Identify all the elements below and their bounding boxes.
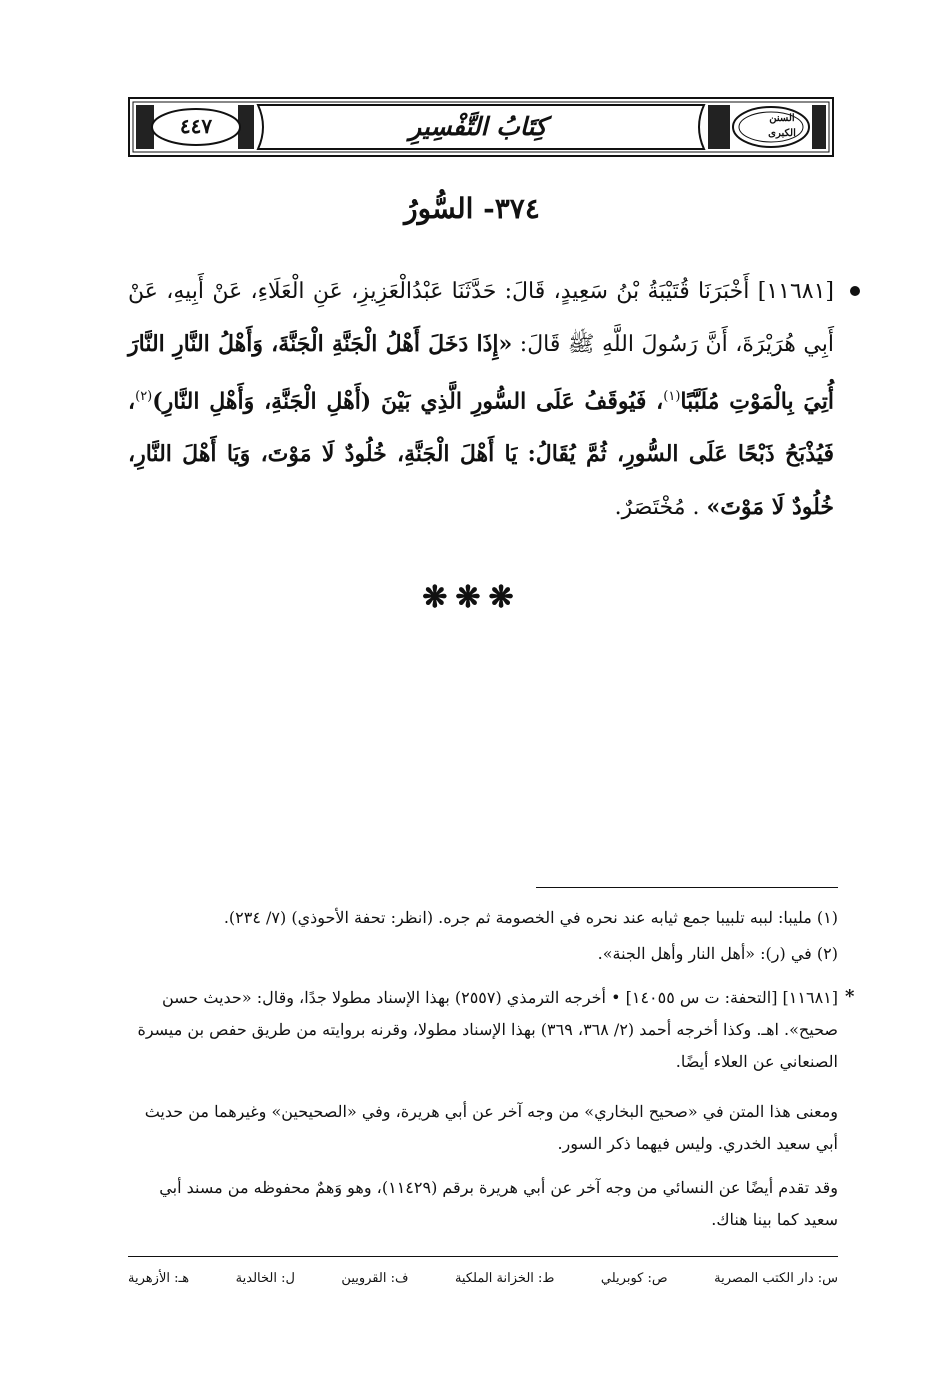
- chapter-title: ٣٧٤- السُّورُ: [404, 192, 540, 225]
- hadith-matn-3: ، فَيُذْبَحُ ذَبْحًا عَلَى السُّورِ، ثُمَّ يُقَالُ: يَا أَهْلَ الْجَنَّةِ، خُلُودٌ لَا مَوْتَ، وَيَا أَهْلَ النَّارِ، خُلُودٌ لَا مَوْتَ»: [128, 388, 834, 521]
- footnote-2: (٢) في (ر): «أهل النار وأهل الجنة».: [597, 944, 838, 963]
- footnote-divider: [536, 887, 838, 888]
- hadith-isnad: أَخْبَرَنَا قُتَيْبَةُ بْنُ سَعِيدٍ، قَالَ: حَدَّثَنَا عَبْدُالْعَزِيزِ، عَنِ الْعَلَاءِ، عَنْ أَبِيهِ، عَنْ أَبِي هُرَيْرَةَ، أَنَّ رَسُولَ اللَّهِ ﷺ قَالَ:: [128, 279, 834, 357]
- takhrij-star: *: [845, 986, 855, 1007]
- logo-line-2: الكبرى: [768, 128, 796, 139]
- takhrij-note-2: ومعنى هذا المتن في «صحيح البخاري» من وجه آخر عن أبي هريرة، وفي «الصحيحين» وغيرهما من حديث أبي سعيد الخدري. وليس فيهما ذكر السور.: [144, 1102, 838, 1153]
- hadith-matn-1: «إِذَا دَخَلَ أَهْلُ الْجَنَّةِ الْجَنَّةَ، وَأَهْلُ النَّارِ النَّارَ أُتِيَ بِالْمَوْتِ مُلَبَّبًا: [128, 331, 834, 415]
- book-logo: [744, 111, 820, 141]
- logo-line-1: السنن: [769, 113, 795, 124]
- hadith-number: [١١٦٨١]: [757, 279, 834, 304]
- footnote-ref-2: (٢): [135, 389, 153, 404]
- source-item: ط: الخزانة الملكية: [454, 1271, 555, 1286]
- footnote-1: (١) مليبا: لببه تلبيبا جمع ثيابه عند نحره في الخصومة ثم جره. (انظر: تحفة الأحوذي) (٧/ ٢٣٤).: [223, 908, 838, 927]
- hadith-matn-2: ، فَيُوقَفُ عَلَى السُّورِ الَّذِي بَيْنَ (أَهْلِ الْجَنَّةِ، وَأَهْلِ النَّارِ): [152, 388, 664, 415]
- source-item: ص: كوبريلي: [600, 1271, 668, 1286]
- sources-divider: [128, 1256, 838, 1257]
- bullet-icon: [850, 286, 860, 296]
- source-item: س: دار الكتب المصرية: [714, 1271, 838, 1286]
- takhrij-note-1: [١١٦٨١] [التحفة: ت س ١٤٠٥٥] • أخرجه الترمذي (٢٥٥٧) بهذا الإسناد مطولا جدًا، وقال: «حديث حسن صحيح». اهـ. وكذا أخرجه أحمد (٢/ ٣٦٨، ٣٦٩) بهذا الإسناد مطولا، وقرنه بروايته من طريق حفص بن ميسرة الصنعاني عن العلاء أيضًا.: [137, 988, 838, 1071]
- footnote-ref-1: (١): [663, 389, 681, 404]
- manuscript-sources: [128, 1264, 838, 1294]
- book-title: كِتَابُ التَّفْسِيرِ: [409, 112, 547, 141]
- hadith-ending: . مُخْتَصَرٌ.: [614, 495, 700, 521]
- page-number: ٤٤٧: [179, 114, 213, 138]
- page-header: [128, 97, 834, 157]
- section-separator: ❋❋❋: [422, 580, 522, 615]
- takhrij-note-3: وقد تقدم أيضًا عن النسائي من وجه آخر عن أبي هريرة برقم (١١٤٢٩)، وهو وَهمٌ محفوظه من مسند أبي سعيد كما بينا هناك.: [159, 1178, 838, 1229]
- source-item: ف: القرويين: [341, 1271, 409, 1286]
- source-item: ل: الخالدية: [235, 1271, 295, 1286]
- hadith-text: [128, 266, 834, 534]
- source-item: هـ: الأزهرية: [128, 1271, 190, 1286]
